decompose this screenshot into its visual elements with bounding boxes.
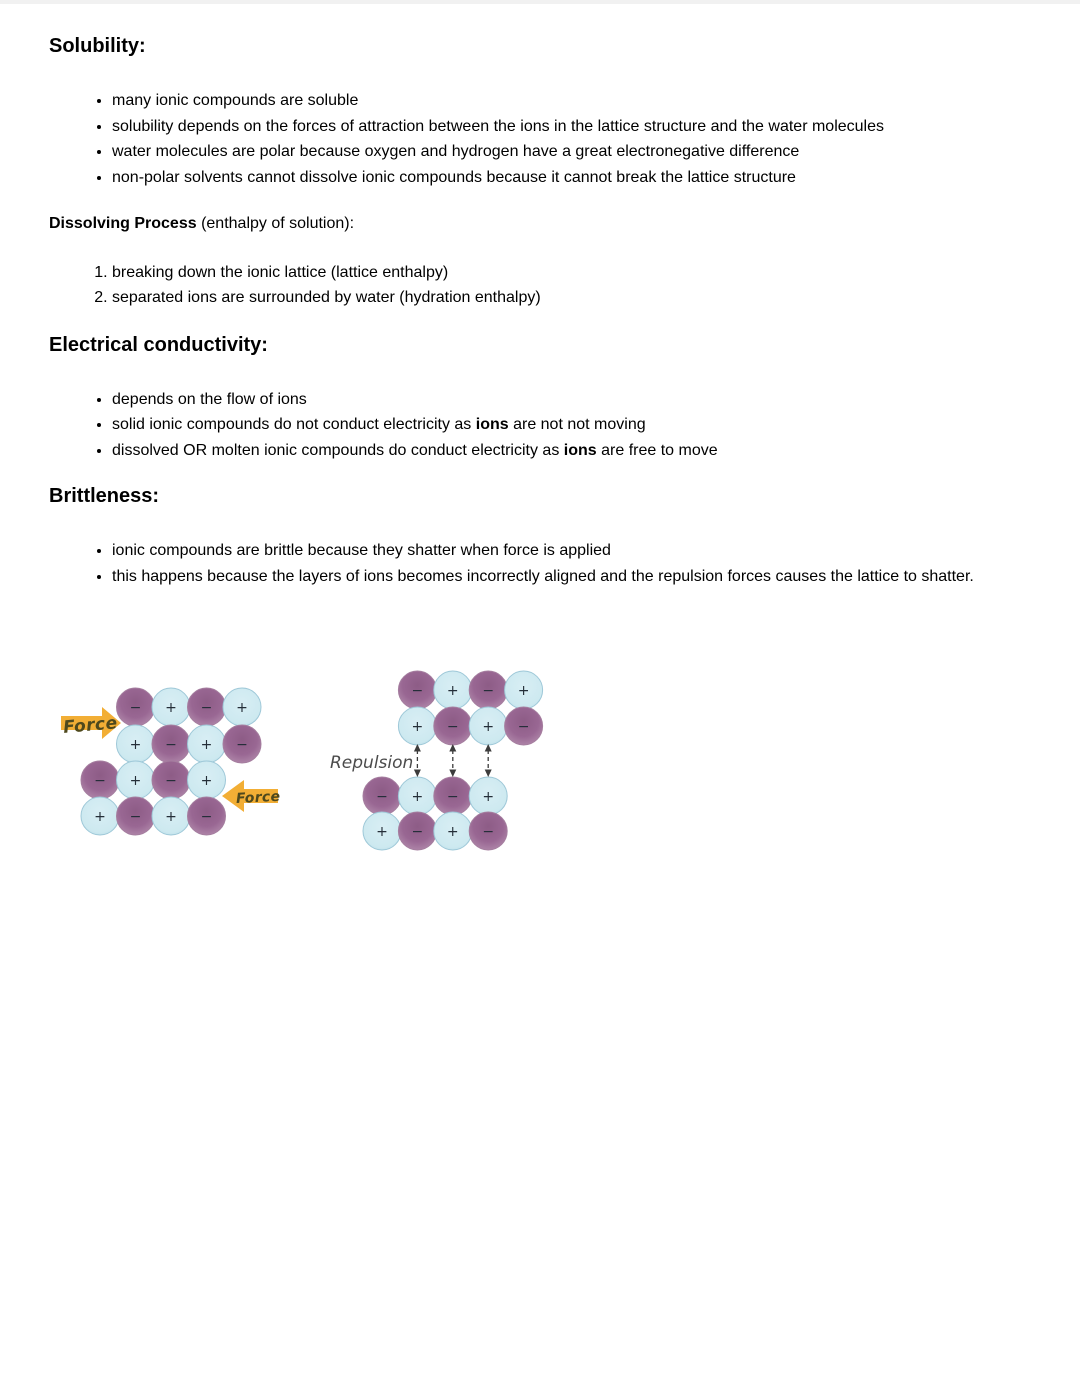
list-item	[112, 285, 977, 311]
ion-sign: +	[94, 809, 106, 825]
ion-sign: −	[165, 737, 177, 753]
ion-sign: +	[129, 773, 142, 789]
heading-electrical-conductivity: Electrical conductivity:	[49, 333, 268, 356]
ion-sign: −	[446, 789, 459, 805]
ion-sign: −	[482, 824, 495, 840]
list-item	[112, 387, 977, 413]
ion-sign: +	[482, 719, 495, 735]
text-run: are free to move	[596, 441, 718, 459]
repulsion-arrow	[449, 744, 456, 777]
repulsion-arrow	[485, 744, 492, 777]
ion-sign: −	[482, 683, 495, 699]
list-item	[112, 114, 977, 140]
list-item	[112, 564, 977, 590]
list-item	[112, 165, 977, 191]
text-run: this happens because the layers of ions becomes incorrectly aligned and the repulsion forces causes the lattice to shatter.	[112, 567, 974, 585]
ion-sign: +	[236, 700, 248, 716]
ion-sign: −	[165, 773, 177, 789]
ion-sign: +	[165, 809, 177, 825]
text-run: separated ions are surrounded by water (hydration enthalpy)	[112, 289, 541, 306]
list-item	[112, 412, 977, 438]
ion-sign: −	[517, 719, 530, 735]
ion-sign: +	[200, 737, 213, 753]
ion-sign: −	[129, 809, 142, 825]
repulsion-arrow	[414, 744, 421, 777]
subheading-regular-text: (enthalpy of solution):	[196, 215, 355, 232]
text-run: many ionic compounds are soluble	[112, 92, 359, 109]
ion-sign: −	[200, 700, 213, 716]
heading-brittleness: Brittleness:	[49, 485, 160, 507]
force-label-right: Force	[235, 788, 281, 808]
bold-text-run: ions	[563, 441, 597, 459]
ion-sign: +	[517, 683, 530, 699]
list-item	[112, 88, 977, 114]
text-run: solubility depends on the forces of attraction between the ions in the lattice structure and the water molecules	[112, 117, 884, 135]
text-run: dissolved OR molten ionic compounds do conduct electricity as	[112, 441, 564, 459]
repulsion-label: Repulsion	[330, 753, 414, 773]
ion-sign: +	[165, 700, 177, 716]
ion-sign: +	[482, 789, 495, 805]
heading-solubility: Solubility:	[49, 35, 146, 57]
lattice-before-shift	[81, 688, 261, 835]
electrical-bullet-list	[49, 387, 977, 464]
ion-sign: +	[411, 789, 424, 805]
ion-sign: +	[129, 737, 142, 753]
list-item	[112, 538, 977, 564]
ion-sign: −	[376, 789, 388, 805]
dissolving-steps-list	[49, 260, 977, 311]
text-run: depends on the flow of ions	[112, 390, 307, 408]
brittleness-figure	[0, 654, 600, 854]
solubility-bullet-list	[49, 88, 977, 190]
text-run: solid ionic compounds do not conduct electricity as	[112, 416, 476, 433]
ion-sign: −	[129, 700, 142, 716]
list-item	[112, 260, 977, 286]
ion-sign: −	[411, 683, 424, 699]
ion-sign: −	[200, 809, 213, 825]
ion-sign: +	[200, 773, 213, 789]
brittleness-bullet-list	[49, 538, 977, 589]
ion-sign: +	[446, 824, 459, 840]
ion-sign: +	[376, 824, 388, 840]
ion-sign: +	[446, 683, 459, 699]
text-run: water molecules are polar because oxygen and hydrogen have a great electronegative difference	[112, 143, 800, 160]
subheading-bold-text: Dissolving Process	[49, 215, 197, 232]
ion-sign: −	[411, 824, 424, 840]
document-content	[0, 35, 1080, 589]
list-item	[112, 438, 977, 464]
force-label-left: Force	[62, 713, 119, 738]
repulsion-arrows	[414, 744, 492, 777]
text-run: non-polar solvents cannot dissolve ionic compounds because it cannot break the lattice structure	[112, 168, 796, 186]
ion-sign: −	[94, 773, 106, 789]
subheading-dissolving-process	[49, 211, 977, 237]
list-item	[112, 139, 977, 165]
ion-sign: +	[411, 719, 424, 735]
bold-text-run: ions	[475, 416, 509, 433]
text-run: breaking down the ionic lattice (lattice enthalpy)	[112, 263, 449, 281]
ion-sign: −	[236, 737, 248, 753]
text-run: are not not moving	[508, 416, 646, 433]
text-run: ionic compounds are brittle because they shatter when force is applied	[112, 542, 611, 559]
ion-sign: −	[446, 719, 459, 735]
